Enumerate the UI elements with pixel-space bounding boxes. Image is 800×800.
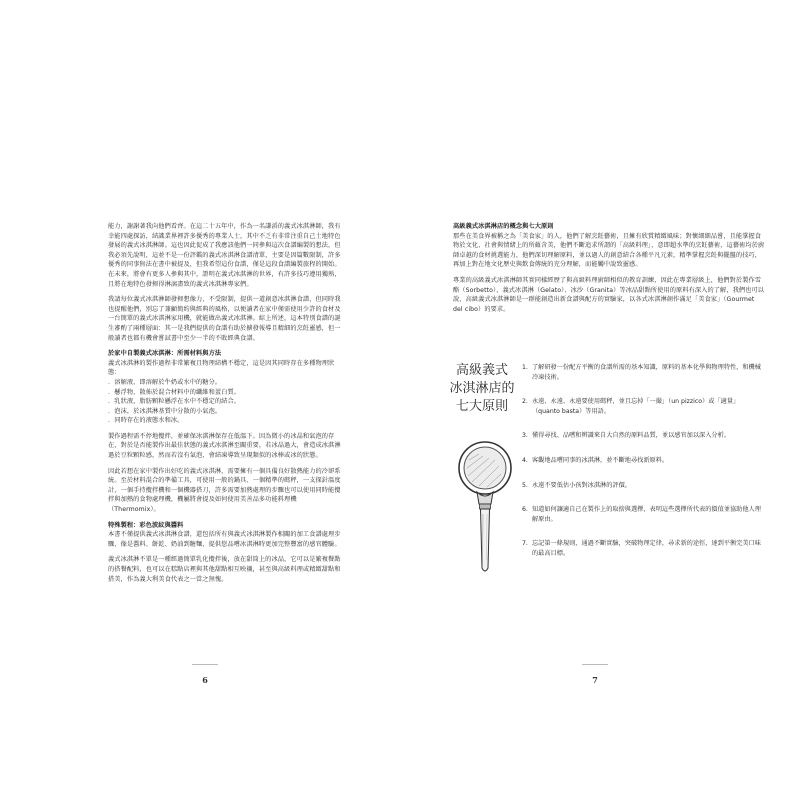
left-paragraph-4: 因此若想在家中製作出好吃的義式冰淇淋，需要擁有一個具備良好散熱能力的冷卻系統。至於材料混合的準備工具，可使用一般的鍋具、一個精準的碼秤，一支探針溫度計，一個手持攪拌機和一個機器搭刀，許多需要加熱處理的步驟也可以使用同時能攪拌與加熱的食物處理機，機屬將會提及如何使用美善品多功能料理機（Thermomix）。	[108, 467, 341, 514]
list-item: ．乳狀液，脂肪顆粒懸浮在水中不穩定的結合。	[108, 398, 241, 406]
ice-cream-scoop-icon	[455, 438, 515, 578]
right-page-body	[453, 222, 765, 320]
right-paragraph-2: 專業的高級義式冰淇淋師其實同樣經歷了與高級料理廚師相似的教育訓練，因此在專業層級上，他們對於製作雪酪（Sorbetto）、義式冰淇淋（Gelato）、冰沙（Granita）等冰品甜點所使用的原料有深入的了解，我們也可以說，高級義式冰淇淋師是一群能創造出新食譜與配方的實驗家，以各式冰淇淋創作滿足「美食家」（Gourmet del cibo）的要求。	[453, 276, 765, 313]
principle-text: 永遠、永遠、永遠要使用碼秤，並且忘掉「一撮」（un pizzico）或「適量」（quanto basta）等用語。	[532, 398, 740, 415]
left-page-body	[108, 222, 346, 590]
section-heading-principles: 高級義式冰淇淋店的概念與七大原則	[453, 223, 554, 230]
principle-number: 1.	[522, 364, 528, 371]
page-number: 7	[592, 675, 598, 685]
principle-item	[522, 431, 762, 441]
principle-item	[522, 505, 762, 524]
left-paragraph-1: 能力，謝謝著我向他們看齊。在這二十五年中，作為一名謙滔的義式冰淇淋師，我有幸能四處探訪，結識業界裡許多優秀的專業人士，其中不乏有非常注重自己土地特色發展的義式冰淇淋師。這也因此促成了我應該他們一同參與這次食譜編製的想法，但我必須先說明，這並不是一份評鑑的義式冰淇淋食譜清單，主要是因篇數限制，許多優秀的同事無法在書中被提及，但我希望這份食譜，僅是這段食譜編製旅程的開始。在未來，將會有更多人參與其中，證明在義式冰淇淋的世界，有許多技巧遵用獨熟，且將在地特色發揮得淋漓盡致的義式冰淇淋專家們。	[108, 223, 341, 288]
principle-number: 5.	[522, 481, 528, 489]
principle-text: 了解研發一份配方平衡的食譜所需的基本知識，原料的基本化學與物理特性，和機械冷凍技術。	[532, 364, 761, 381]
page-number-rule	[582, 664, 608, 665]
box-title-line: 七大原則	[455, 399, 508, 414]
principle-item	[522, 456, 762, 466]
principle-number: 4.	[522, 456, 528, 464]
principle-text: 永遠不要低估小孩對冰淇淋的評價。	[532, 481, 631, 489]
physical-states-list	[108, 378, 346, 426]
page-number-rule	[192, 664, 218, 665]
seven-principles-title	[448, 362, 516, 416]
box-title-line: 冰淇淋店的	[449, 381, 515, 396]
principle-text: 懂得尋找、品嚐和辨識來自大自然的原料品質，並以感官加以深入分析。	[532, 432, 730, 440]
left-paragraph-2: 我請每位義式冰淇淋師發揮想像力，不受限制，提供一道創意冰淇淋食譜，但同時我也提醒他們，別忘了兼顧簡約與經典的風格，以便讀者在家中僅需使用少許的食材及一台簡單的義式冰淇淋家用機，就能做出義式冰淇淋。綜上所述，這本特別食譜的誕生審酌了兩種層面：其一是我們提供的食譜有助於擴發報導且精細的烹飪靈感，但一般讀者也都有機會嘗試書中至少一半的不敗經典食譜。	[108, 296, 341, 342]
principle-text: 忘記第一條規則，通過不斷實驗，突破物理定律，尋求新的途徑，達到平衡完美口味的最高目標。	[532, 540, 761, 557]
principle-item	[522, 481, 762, 491]
section-heading-materials: 於家中自製義式冰淇淋：所需材料與方法	[108, 350, 222, 358]
left-paragraph-5: 本書不僅提供義式冰淇淋食譜，還包括所有與義式冰淇淋製作相關的加工食譜處理步驟，像是醬料、餅乾、奶油到糖麵，提供您品嚐冰淇淋時更加完整豐富的感官體驗。	[108, 531, 341, 548]
principle-number: 3.	[522, 432, 528, 440]
principles-list	[522, 363, 762, 574]
box-title-line: 高級義式	[455, 363, 508, 378]
principle-item	[522, 539, 762, 558]
page-number: 6	[202, 675, 208, 685]
list-item: ．懸浮物，散佈於混合材料中的纖維和蛋白質。	[108, 388, 241, 396]
principle-item	[522, 363, 762, 382]
left-paragraph-3: 製作過程需不停地攪拌，並確保冰淇淋保存在低溫下。因為微小的冰晶和氣泡的存在，對於是否能製作出最佳狀態的義式冰淇淋至關重要，若冰晶過大，會造成冰淇淋過於豆粒顆粒感，然而若沒有氣泡，會結凍導致呈現類似的冰棒或冰的狀態。	[108, 432, 341, 460]
list-item: ．泡沫，於冰淇淋基質中分散的小氣泡。	[108, 407, 222, 415]
principle-item	[522, 397, 762, 416]
principle-number: 7.	[522, 540, 528, 548]
list-item: ．同時存在的液態水和冰。	[108, 417, 184, 425]
section-intro: 義式冰淇淋的製作過程非常繁複且物理結構不穩定，這是因其同時存在多種物理狀態：	[108, 359, 335, 377]
principle-text: 知道如何讓適自己在製作上的取捨與選擇，表明這些選擇所代表的價值並協助他人理解原由。	[532, 506, 761, 523]
principle-text: 客觀地品嚐同事的冰淇淋，並不斷地尋找新原料。	[532, 456, 669, 464]
right-paragraph-1: 那些在美食界被稱之為「美食家」的人，他們了解烹飪藝術，且擁有欣賞精緻風味；對懷細細品嘗，且能掌握食物於文化、社會與情緒上的所蘊含美，他們不斷追求所謂的「高級料理」，意即超水準的烹飪藝術，這藝術均於廚師卓越的食材挑選能力，他們深切理解原料，並以過人的創意結合各種平凡元素，精準掌握烹飪與擺盤的技巧，再加上對在地文化歷史與飲食傳統的充分理解，而能觸中說致靈感。	[453, 232, 765, 269]
principle-number: 2.	[522, 398, 528, 406]
section-heading-sauces: 特殊製程：彩色波紋與醬料	[108, 521, 184, 529]
left-paragraph-6: 義式冰淇淋不單是一種經過簡單乳化攪拌後，放在甜筒上的冰品，它可以是繁複餐點的搭餐配料，也可以在糕點店裡與其他甜點相互映襯，甚至與高級料理或精緻甜點和搭美，作為義大利美食代表之一當之無愧。	[108, 556, 341, 583]
list-item: ．溶解液，即溶解於牛奶或水中的糖分。	[108, 378, 222, 386]
principle-number: 6.	[522, 506, 528, 514]
